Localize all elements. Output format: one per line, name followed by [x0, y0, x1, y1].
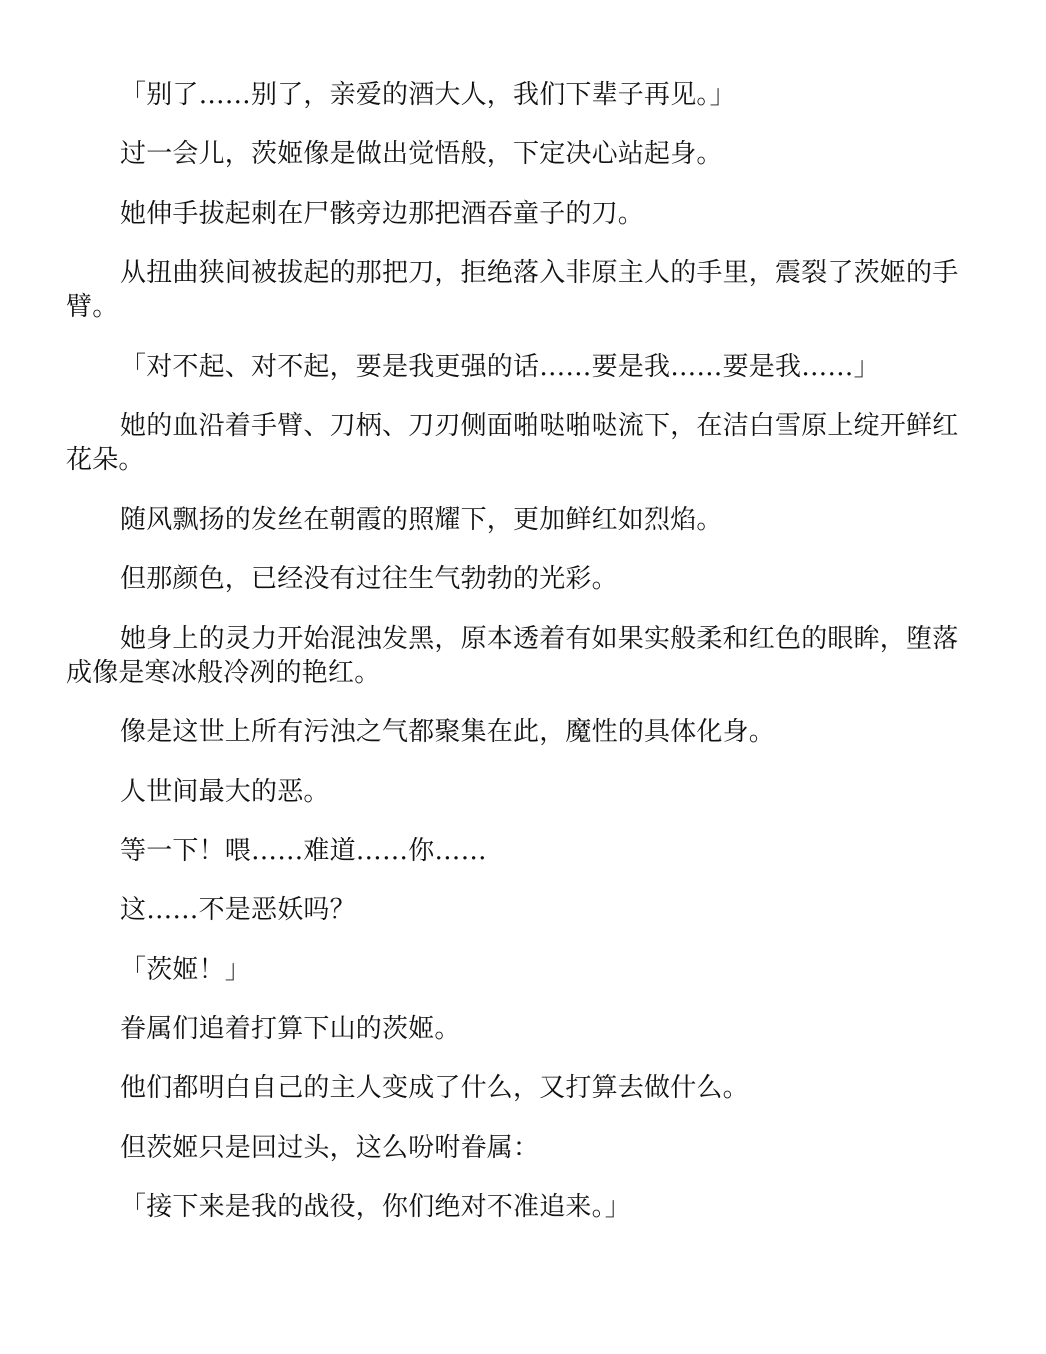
paragraph: 眷属们追着打算下山的茨姬。	[120, 1014, 461, 1045]
paragraph: 「别了……别了，亲爱的酒大人，我们下辈子再见。」	[120, 80, 736, 110]
paragraph: 他们都明白自己的主人变成了什么，又打算去做什么。	[120, 1073, 749, 1104]
paragraph: 「茨姬！」	[120, 954, 252, 985]
paragraph: 过一会儿，茨姬像是做出觉悟般，下定决心站起身。	[120, 139, 723, 170]
paragraph: 她的血沿着手臂、刀柄、刀刃侧面啪哒啪哒流下，在洁白雪原上绽开鲜红花朵。	[66, 411, 959, 476]
paragraph: 「接下来是我的战役，你们绝对不准追来。」	[120, 1192, 632, 1223]
paragraph: 她身上的灵力开始混浊发黑，原本透着有如果实般柔和红色的眼眸，堕落成像是寒冰般冷冽的艳红。	[66, 623, 959, 688]
paragraph: 但那颜色，已经没有过往生气勃勃的光彩。	[120, 564, 618, 595]
paragraph: 她伸手拔起刺在尸骸旁边那把酒吞童子的刀。	[120, 198, 645, 229]
paragraph: 但茨姬只是回过头，这么吩咐眷属：	[120, 1132, 540, 1163]
paragraph: 人世间最大的恶。	[120, 776, 330, 807]
paragraph: 这……不是恶妖吗？	[120, 895, 356, 926]
body-text	[66, 78, 976, 1250]
paragraph: 像是这世上所有污浊之气都聚集在此，魔性的具体化身。	[120, 717, 776, 748]
paragraph: 从扭曲狭间被拔起的那把刀，拒绝落入非原主人的手里，震裂了茨姬的手臂。	[66, 258, 959, 323]
paragraph: 「对不起、对不起，要是我更强的话……要是我……要是我……」	[120, 351, 880, 382]
paragraph: 随风飘扬的发丝在朝霞的照耀下，更加鲜红如烈焰。	[120, 504, 723, 535]
paragraph: 等一下！喂……难道……你……	[120, 835, 487, 866]
